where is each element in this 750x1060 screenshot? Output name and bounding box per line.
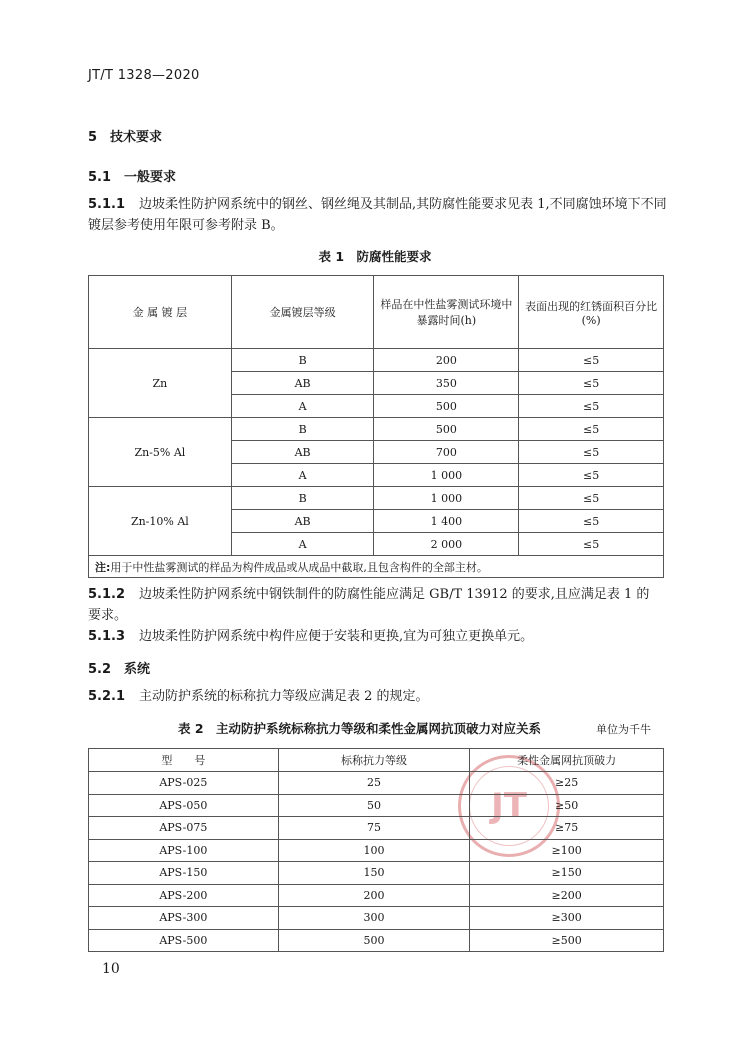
table-cell: 500 bbox=[374, 395, 519, 418]
table-cell: ≥50 bbox=[470, 794, 664, 817]
table-note bbox=[89, 556, 664, 578]
jt-watermark-text: JT bbox=[469, 766, 549, 846]
table-cell: 25 bbox=[278, 772, 470, 795]
table-row bbox=[89, 839, 664, 862]
table-cell: ≤5 bbox=[519, 372, 664, 395]
table-cell: 50 bbox=[278, 794, 470, 817]
table-cell: ≤5 bbox=[519, 510, 664, 533]
coating-cell: Zn-10% Al bbox=[89, 487, 232, 556]
standard-number: JT/T 1328—2020 bbox=[88, 68, 200, 83]
column-header: 标称抗力等级 bbox=[278, 749, 470, 772]
paragraph-5-1-3 bbox=[88, 626, 668, 647]
table-cell: 200 bbox=[278, 884, 470, 907]
page-number: 10 bbox=[102, 961, 120, 977]
table-cell: ≥200 bbox=[470, 884, 664, 907]
table-row bbox=[89, 487, 664, 510]
table-row bbox=[89, 884, 664, 907]
table-cell: 700 bbox=[374, 441, 519, 464]
paragraph-line: 边坡柔性防护网系统中钢铁制件的防腐性能应满足 GB/T 13912 的要求,且应满足表 1 的 bbox=[139, 587, 650, 602]
table-header-row bbox=[89, 276, 664, 349]
paragraph-5-1-1 bbox=[88, 194, 668, 236]
table-row bbox=[89, 817, 664, 840]
table-cell: 75 bbox=[278, 817, 470, 840]
paragraph-line: 要求。 bbox=[88, 608, 128, 623]
table-row bbox=[89, 794, 664, 817]
table-note-row bbox=[89, 556, 664, 578]
table-cell: 100 bbox=[278, 839, 470, 862]
paragraph-line: 边坡柔性防护网系统中的钢丝、钢丝绳及其制品,其防腐性能要求见表 1,不同腐蚀环境下不同 bbox=[139, 197, 667, 212]
table-cell: 350 bbox=[374, 372, 519, 395]
note-label: 注: bbox=[95, 560, 111, 574]
section-5-heading: 5 技术要求 bbox=[88, 130, 163, 145]
table-cell: APS-300 bbox=[89, 907, 279, 930]
table-cell: A bbox=[231, 395, 374, 418]
table-cell: ≥300 bbox=[470, 907, 664, 930]
coating-cell: Zn-5% Al bbox=[89, 418, 232, 487]
table-cell: AB bbox=[231, 510, 374, 533]
table-cell: B bbox=[231, 418, 374, 441]
table-cell: ≥100 bbox=[470, 839, 664, 862]
table-cell: AB bbox=[231, 441, 374, 464]
table-row bbox=[89, 418, 664, 441]
column-header: 表面出现的红锈面积百分比(%) bbox=[519, 276, 664, 349]
table-cell: 500 bbox=[278, 929, 470, 952]
table-cell: APS-025 bbox=[89, 772, 279, 795]
table-cell: A bbox=[231, 533, 374, 556]
table-row bbox=[89, 862, 664, 885]
table-cell: ≤5 bbox=[519, 533, 664, 556]
section-5-2-heading: 5.2 系统 bbox=[88, 662, 151, 677]
table-row bbox=[89, 907, 664, 930]
table-header-row bbox=[89, 749, 664, 772]
table-cell: A bbox=[231, 464, 374, 487]
coating-cell: Zn bbox=[89, 349, 232, 418]
clause-number: 5.1.2 bbox=[88, 587, 126, 602]
table-cell: 300 bbox=[278, 907, 470, 930]
table-1-caption: 表 1 防腐性能要求 bbox=[318, 249, 432, 264]
table-cell: ≤5 bbox=[519, 464, 664, 487]
table-cell: 150 bbox=[278, 862, 470, 885]
table-cell: APS-150 bbox=[89, 862, 279, 885]
table-cell: 500 bbox=[374, 418, 519, 441]
clause-number: 5.1.1 bbox=[88, 197, 126, 212]
table-cell: ≤5 bbox=[519, 418, 664, 441]
section-5-1-heading: 5.1 一般要求 bbox=[88, 170, 177, 185]
table-cell: ≤5 bbox=[519, 395, 664, 418]
column-header: 金 属 镀 层 bbox=[89, 276, 232, 349]
table-cell: 1 000 bbox=[374, 487, 519, 510]
table-cell: APS-075 bbox=[89, 817, 279, 840]
table-cell: 1 000 bbox=[374, 464, 519, 487]
column-header: 样品在中性盐雾测试环境中暴露时间(h) bbox=[374, 276, 519, 349]
clause-number: 5.1.3 bbox=[88, 629, 126, 644]
paragraph-5-1-2 bbox=[88, 584, 668, 626]
table-cell: AB bbox=[231, 372, 374, 395]
table-cell: APS-500 bbox=[89, 929, 279, 952]
table-2-unit: 单位为千牛 bbox=[596, 723, 651, 736]
table-cell: APS-200 bbox=[89, 884, 279, 907]
column-header: 金属镀层等级 bbox=[231, 276, 374, 349]
table-cell: 200 bbox=[374, 349, 519, 372]
paragraph-line: 主动防护系统的标称抗力等级应满足表 2 的规定。 bbox=[139, 689, 429, 704]
table-2 bbox=[88, 748, 664, 952]
table-cell: ≥75 bbox=[470, 817, 664, 840]
clause-number: 5.2.1 bbox=[88, 689, 126, 704]
table-cell: ≤5 bbox=[519, 349, 664, 372]
table-row bbox=[89, 929, 664, 952]
table-cell: APS-100 bbox=[89, 839, 279, 862]
note-text: 用于中性盐雾测试的样品为构件成品或从成品中截取,且包含构件的全部主材。 bbox=[110, 560, 488, 574]
table-cell: B bbox=[231, 487, 374, 510]
table-cell: ≤5 bbox=[519, 441, 664, 464]
table-cell: ≥500 bbox=[470, 929, 664, 952]
table-cell: ≥150 bbox=[470, 862, 664, 885]
table-cell: APS-050 bbox=[89, 794, 279, 817]
table-2-caption: 表 2 主动防护系统标称抗力等级和柔性金属网抗顶破力对应关系 bbox=[178, 721, 542, 736]
paragraph-line: 镀层参考使用年限可参考附录 B。 bbox=[88, 218, 284, 233]
table-1 bbox=[88, 275, 664, 578]
table-cell: 1 400 bbox=[374, 510, 519, 533]
paragraph-5-2-1 bbox=[88, 686, 668, 707]
table-row bbox=[89, 349, 664, 372]
column-header: 柔性金属网抗顶破力 bbox=[470, 749, 664, 772]
paragraph-line: 边坡柔性防护网系统中构件应便于安装和更换,宜为可独立更换单元。 bbox=[139, 629, 534, 644]
table-cell: 2 000 bbox=[374, 533, 519, 556]
table-cell: B bbox=[231, 349, 374, 372]
table-row bbox=[89, 772, 664, 795]
table-cell: ≥25 bbox=[470, 772, 664, 795]
table-cell: ≤5 bbox=[519, 487, 664, 510]
column-header: 型 号 bbox=[89, 749, 279, 772]
